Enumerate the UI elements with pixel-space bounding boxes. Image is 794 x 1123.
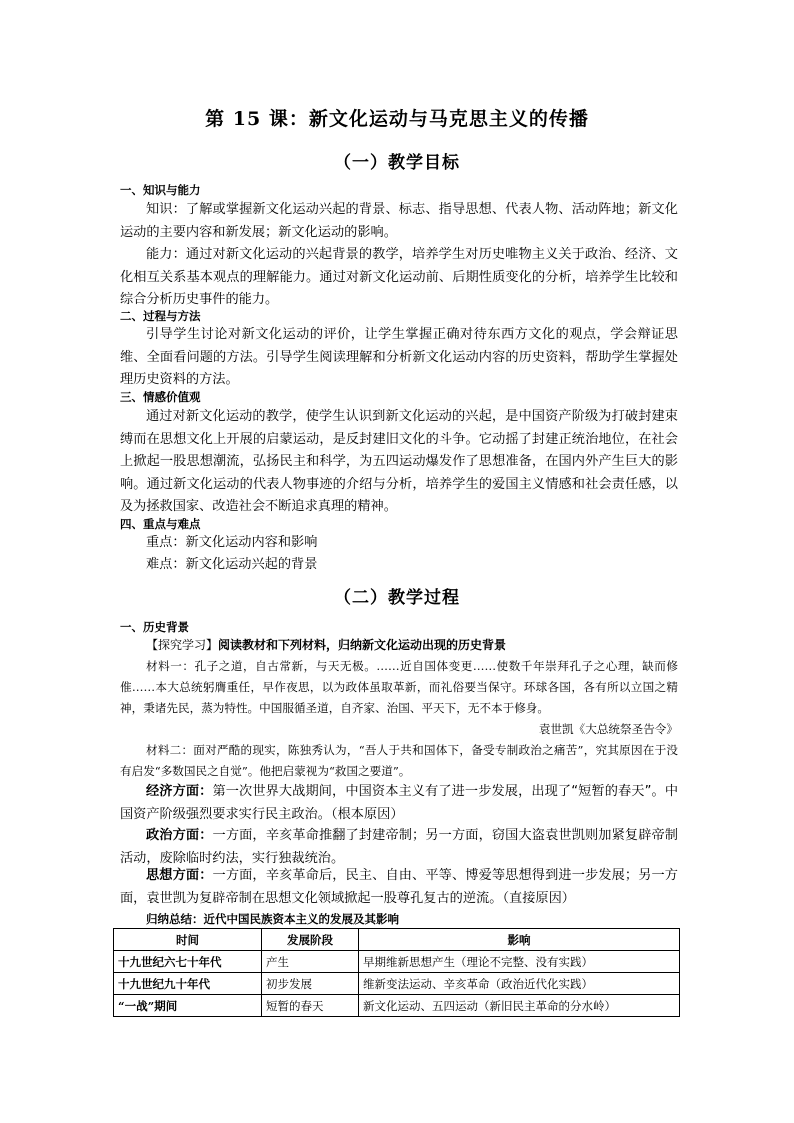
politics-text: 一方面，辛亥革命推翻了封建帝制；另一方面，窃国大盗袁世凯则加紧复辟帝制活动，废除临时约法，实行独裁统治。 [120, 828, 678, 866]
table-header-cell: 发展阶段 [262, 929, 359, 951]
capitalism-development-table [113, 928, 680, 1017]
material-one [120, 656, 678, 740]
material-one-source: 袁世凯《大总统祭圣告令》 [538, 722, 678, 736]
table-row [114, 995, 680, 1017]
section-heading-objectives: （一）教学目标 [334, 153, 460, 173]
subheading-key-points: 四、重点与难点 [120, 517, 201, 531]
explore-prompt [146, 636, 506, 653]
table-cell: 十九世纪九十年代 [114, 973, 262, 995]
table-cell: “一战”期间 [114, 995, 262, 1017]
politics-label: 政治方面： [146, 828, 213, 843]
economy-label: 经济方面： [146, 784, 213, 799]
table-cell: 早期维新思想产生（理论不完整、没有实践） [359, 951, 680, 973]
key-point: 重点：新文化运动内容和影响 [146, 535, 318, 550]
section-heading-process: （二）教学过程 [334, 588, 460, 608]
economy-text: 第一次世界大战期间，中国资本主义有了进一步发展，出现了“短暂的春天”。中国资产阶级强烈要求实行民主政治。（根本原因） [120, 784, 679, 822]
table-cell: 短暂的春天 [262, 995, 359, 1017]
paragraph-economy [120, 781, 678, 826]
table-cell: 产生 [262, 951, 359, 973]
material-two: 材料二：面对严酷的现实，陈独秀认为，“吾人于共和国体下，备受专制政治之痛苦”，究其原因在于没有启发“多数国民之自觉”。他把启蒙视为“救国之要道”。 [120, 743, 678, 778]
table-cell: 十九世纪六七十年代 [114, 951, 262, 973]
paragraph-values: 通过对新文化运动的教学，使学生认识到新文化运动的兴起，是中国资产阶级为打破封建束缚而在思想文化上开展的启蒙运动，是反封建旧文化的斗争。它动摇了封建正统治地位，在社会上掀起一股思想潮流，弘扬民主和科学，为五四运动爆发作了思想准备，在国内外产生巨大的影响。通过新文化运动的代表人物事迹的介绍与分析，培养学生的爱国主义情感和社会责任感，以及为拯救国家、改造社会不断追求真理的精神。 [120, 409, 678, 514]
explore-text: 阅读教材和下列材料，归纳新文化运动出现的历史背景 [218, 638, 507, 652]
table-row [114, 951, 680, 973]
table-row [114, 973, 680, 995]
paragraph-knowledge: 知识：了解或掌握新文化运动兴起的背景、标志、指导思想、代表人物、活动阵地；新文化运动的主要内容和新发展；新文化运动的影响。 [120, 202, 678, 240]
table-cell: 新文化运动、五四运动（新旧民主革命的分水岭） [359, 995, 680, 1017]
table-header-cell: 时间 [114, 929, 262, 951]
thought-text: 一方面，辛亥革命后，民主、自由、平等、博爱等思想得到进一步发展；另一方面，袁世凯为复辟帝制在思想文化领域掀起一股尊孔复古的逆流。（直接原因） [120, 868, 678, 906]
subheading-values: 三、情感价值观 [120, 390, 201, 404]
subheading-process: 二、过程与方法 [120, 309, 201, 323]
paragraph-thought [120, 865, 678, 910]
table-cell: 初步发展 [262, 973, 359, 995]
table-header-cell: 影响 [359, 929, 680, 951]
table-header-row [114, 929, 680, 951]
thought-label: 思想方面： [146, 868, 213, 883]
difficult-point: 难点：新文化运动兴起的背景 [146, 557, 318, 572]
subheading-knowledge: 一、知识与能力 [120, 183, 201, 197]
table-cell: 维新变法运动、辛亥革命（政治近代化实践） [359, 973, 680, 995]
paragraph-ability: 能力：通过对新文化运动的兴起背景的教学，培养学生对历史唯物主义关于政治、经济、文化相互关系基本观点的理解能力。通过对新文化运动前、后期性质变化的分析，培养学生比较和综合分析历史事件的能力。 [120, 247, 678, 307]
material-one-text: 材料一：孔子之道，自古常新，与天无极。……近自国体变更……使数千年崇拜孔子之心理，缺而修倠……本大总统躬膺重任，早作夜思，以为政体虽取革新，而礼俗要当保守。环球各国，各有所以立国之精神，秉诸先民，蒸为特性。中国服循圣道，自齐家、治国、平天下，无不本于修身。 [120, 659, 678, 715]
lesson-title: 第 15 课：新文化运动与马克思主义的传播 [205, 108, 589, 130]
subheading-background: 一、历史背景 [120, 620, 189, 634]
explore-prefix: 【探究学习】 [146, 638, 219, 652]
paragraph-politics [120, 825, 678, 870]
paragraph-process: 引导学生讨论对新文化运动的评价，让学生掌握正确对待东西方文化的观点，学会辩证思维、全面看问题的方法。引导学生阅读理解和分析新文化运动内容的历史资料，帮助学生掌握处理历史资料的方法。 [120, 327, 678, 387]
summary-heading: 归纳总结：近代中国民族资本主义的发展及其影响 [146, 912, 399, 926]
